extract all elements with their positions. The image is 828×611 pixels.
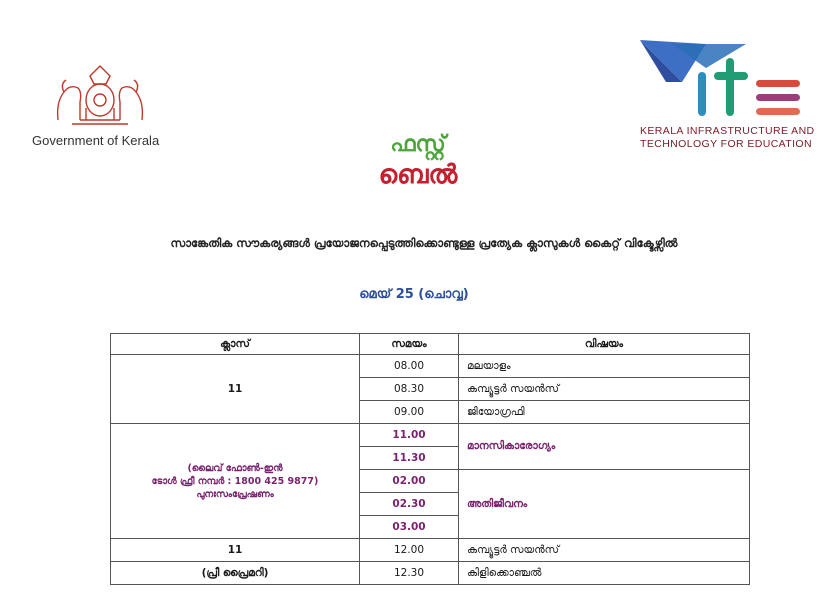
subject-cell: കിളിക്കൊഞ്ചൽ xyxy=(459,562,750,585)
column-header-class: ക്ലാസ് xyxy=(111,334,360,355)
time-cell: 08.30 xyxy=(360,378,459,401)
kite-tagline-line2: TECHNOLOGY FOR EDUCATION xyxy=(640,138,812,150)
government-of-kerala-label: Government of Kerala xyxy=(32,133,160,148)
table-row xyxy=(111,562,750,585)
time-cell: 12.30 xyxy=(360,562,459,585)
time-cell: 02.00 xyxy=(360,470,459,493)
time-cell: 08.00 xyxy=(360,355,459,378)
subject-cell: കമ്പ്യൂട്ടർ സയൻസ് xyxy=(459,539,750,562)
first-bell-logo-top: ഫസ്റ്റ് xyxy=(390,132,446,157)
column-header-time: സമയം xyxy=(360,334,459,355)
phone-in-note-line1: (ലൈവ് ഫോൺ-ഇൻ xyxy=(187,462,283,474)
first-bell-logo-bottom: ബെൽ xyxy=(378,160,458,190)
table-row xyxy=(111,424,750,447)
subject-cell: മലയാളം xyxy=(459,355,750,378)
subject-cell: കമ്പ്യൂട്ടർ സയൻസ് xyxy=(459,378,750,401)
subject-cell: ജിയോഗ്രഫി xyxy=(459,401,750,424)
document-headline: സാങ്കേതിക സൗകര്യങ്ങൾ പ്രയോജനപ്പെടുത്തിക്കൊണ്ടുള്ള പ്രത്യേക ക്ലാസുകൾ കൈറ്റ് വിക്ടേഴ്സിൽ xyxy=(170,236,678,250)
phone-in-note-line2: ടോൾ ഫ്രീ നമ്പർ : 1800 425 9877) xyxy=(151,475,319,487)
table-row xyxy=(111,539,750,562)
time-cell: 09.00 xyxy=(360,401,459,424)
time-cell: 12.00 xyxy=(360,539,459,562)
first-bell-logo xyxy=(366,132,470,196)
table-row xyxy=(111,355,750,378)
class-cell: 11 xyxy=(111,355,360,424)
phone-in-note-cell xyxy=(111,424,360,539)
kite-logo xyxy=(636,38,806,124)
kerala-emblem-logo xyxy=(50,62,150,130)
class-cell: (പ്രീ പ്രൈമറി) xyxy=(111,562,360,585)
column-header-subject: വിഷയം xyxy=(459,334,750,355)
class-cell: 11 xyxy=(111,539,360,562)
time-cell: 11.30 xyxy=(360,447,459,470)
phone-in-note-line3: പുനഃസംപ്രേഷണം xyxy=(196,488,274,500)
time-cell: 03.00 xyxy=(360,516,459,539)
schedule-date: മെയ് 25 (ചൊവ്വ) xyxy=(359,287,469,302)
time-cell: 11.00 xyxy=(360,424,459,447)
subject-cell: മാനസികാരോഗ്യം xyxy=(459,424,750,470)
kite-tagline-line1: KERALA INFRASTRUCTURE AND xyxy=(640,125,815,137)
subject-cell: അതിജീവനം xyxy=(459,470,750,539)
time-cell: 02.30 xyxy=(360,493,459,516)
table-header-row xyxy=(111,334,750,355)
schedule-table xyxy=(110,333,750,585)
